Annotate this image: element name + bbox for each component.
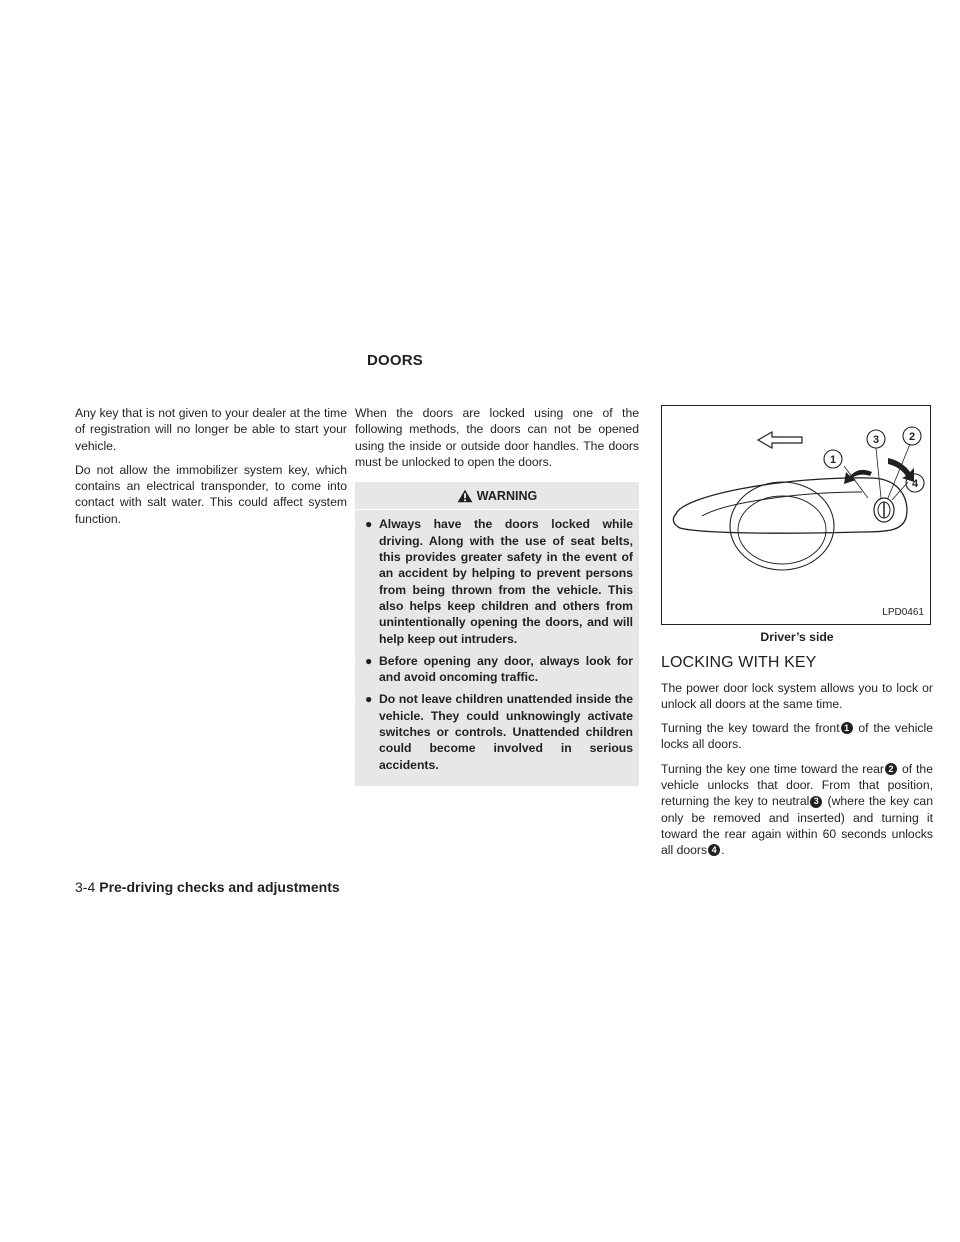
warning-text: Always have the doors locked while driving. Along with the use of seat belts, this provides greater safety in the event of an accident by helping to prevent persons from being thrown from the vehicle. This also helps keep children and others from unintentionally opening the doors, and will help keep out intruders. xyxy=(379,517,633,646)
bullet-icon: ● xyxy=(365,517,373,532)
paragraph-key-registration: Any key that is not given to your dealer at the time of registration will no longer be able to start your vehicle. xyxy=(75,406,347,453)
text-segment: Turning the key one time toward the rear xyxy=(661,761,884,776)
paragraph-turn-front xyxy=(661,720,933,753)
section-title: DOORS xyxy=(367,352,424,369)
callout-4-label: 4 xyxy=(911,478,919,490)
warning-item xyxy=(365,653,633,686)
paragraph-power-door-lock: The power door lock system allows you to lock or unlock all doors at the same time. xyxy=(661,680,933,711)
chapter-title: Pre-driving checks and adjustments xyxy=(99,879,340,895)
warning-text: Do not leave children unattended inside the vehicle. They could unknowingly activate switches or controls. Unattended children could become involved in serious accidents. xyxy=(379,692,633,772)
column-right xyxy=(661,405,933,867)
warning-header xyxy=(355,482,639,510)
bullet-icon: ● xyxy=(365,653,373,668)
warning-title: WARNING xyxy=(476,489,538,504)
callout-3-label: 3 xyxy=(872,434,880,446)
callout-4-badge-icon: 4 xyxy=(708,844,720,856)
warning-text: Before opening any door, always look for and avoid oncoming traffic. xyxy=(379,653,633,685)
callout-2-label: 2 xyxy=(908,431,916,443)
text-segment: of the vehicle unlocks that door. From that position, returning the key to neutral xyxy=(661,761,933,809)
paragraph-immobilizer-salt-water: Do not allow the immobilizer system key, which contains an electrical transponder, to come into contact with salt water. This could affect system function. xyxy=(75,462,347,526)
paragraph-doors-locked: When the doors are locked using one of the following methods, the doors can not be opened using the inside or outside door handles. The doors must be unlocked to open the doors. xyxy=(355,406,639,469)
bullet-icon: ● xyxy=(365,692,373,707)
column-middle xyxy=(355,405,639,786)
callout-1-label: 1 xyxy=(829,454,837,466)
subheading-locking-with-key: LOCKING WITH KEY xyxy=(661,654,817,672)
warning-triangle-icon xyxy=(457,489,473,503)
page-footer xyxy=(75,879,340,895)
figure-code: LPD0461 xyxy=(882,606,924,618)
warning-item xyxy=(365,691,633,772)
text-segment: (where the key can only be removed and inserted) and turning it toward the rear again within 60 seconds unlocks all doors xyxy=(661,794,933,858)
callout-3-badge-icon: 3 xyxy=(810,796,822,808)
rotate-rear-arrow-icon xyxy=(888,458,914,482)
callout-1-badge-icon: 1 xyxy=(841,722,853,734)
text-segment: of the vehicle locks all doors. xyxy=(661,721,933,752)
paragraph-turn-rear xyxy=(661,761,933,859)
column-left xyxy=(75,405,347,535)
page-number: 3-4 xyxy=(75,879,96,895)
warning-item xyxy=(365,516,633,646)
callout-2-badge-icon: 2 xyxy=(885,763,897,775)
figure-caption: Driver’s side xyxy=(760,630,834,644)
text-segment: Turning the key toward the front xyxy=(661,721,840,736)
front-direction-arrow-icon xyxy=(758,432,802,448)
door-handle-figure xyxy=(661,405,931,625)
warning-box xyxy=(355,482,639,786)
door-handle-illustration xyxy=(662,406,930,624)
text-segment: . xyxy=(721,843,725,858)
